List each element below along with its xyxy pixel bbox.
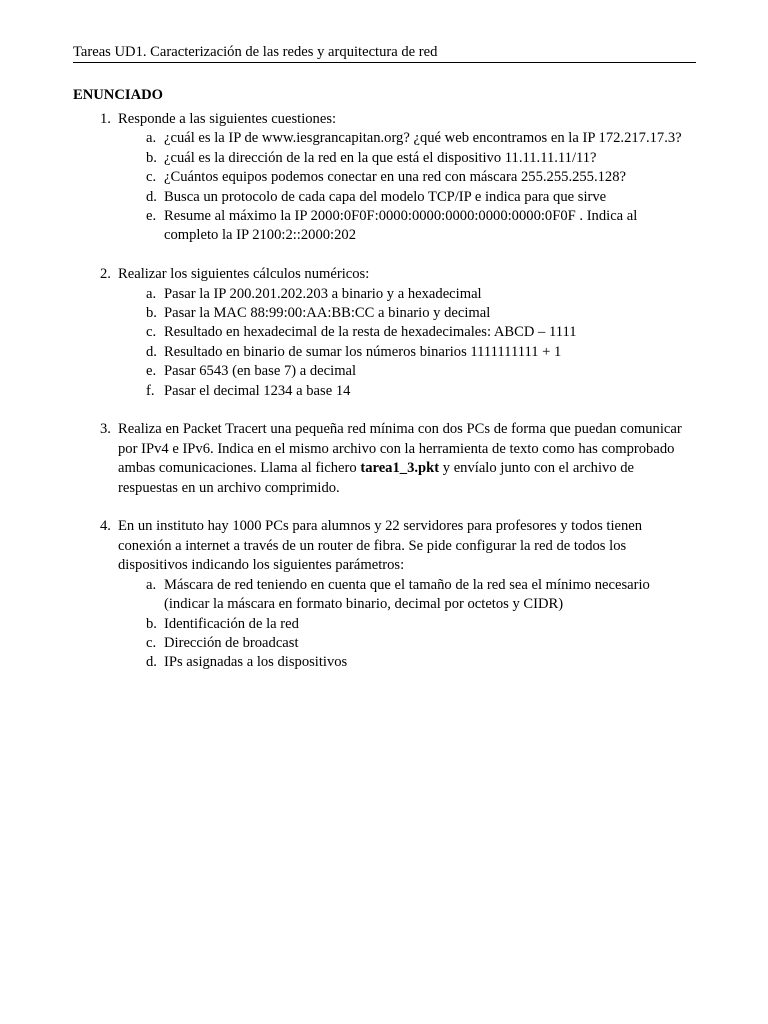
sub-question — [0, 343, 768, 362]
sub-question-list — [0, 285, 768, 401]
sub-question — [0, 323, 768, 342]
sub-question-text: Dirección de broadcast — [164, 634, 299, 651]
sub-question-text: Resultado en hexadecimal de la resta de hexadecimales: ABCD – 1111 — [164, 324, 577, 341]
sub-question-list — [0, 129, 768, 245]
sub-question — [0, 285, 768, 304]
sub-question-letter: f. — [146, 382, 155, 399]
sub-question-letter: e. — [146, 208, 157, 225]
sub-question-text: Resultado en binario de sumar los números binarios 1111111111 + 1 — [164, 343, 562, 360]
sub-question-text: Pasar 6543 (en base 7) a decimal — [164, 363, 357, 380]
sub-question-letter: c. — [146, 634, 157, 651]
question-3 — [0, 420, 768, 498]
question-number: 2. — [100, 266, 111, 283]
question-number: 4. — [100, 518, 111, 535]
sub-question — [0, 615, 768, 634]
sub-question-letter: d. — [146, 343, 157, 360]
sub-question-text: Identificación de la red — [164, 615, 299, 632]
sub-question-text: Pasar el decimal 1234 a base 14 — [164, 382, 351, 399]
section-title: ENUNCIADO — [73, 87, 163, 103]
sub-question — [0, 576, 768, 615]
sub-question-letter: b. — [146, 149, 157, 166]
sub-question-letter: d. — [146, 188, 157, 205]
sub-question-text: Busca un protocolo de cada capa del modelo TCP/IP e indica para que sirve — [164, 188, 607, 205]
question-1 — [0, 110, 768, 246]
sub-question-letter: a. — [146, 285, 157, 302]
sub-question-letter: c. — [146, 324, 157, 341]
sub-question-text: Pasar la MAC 88:99:00:AA:BB:CC a binario y decimal — [164, 305, 491, 322]
sub-question-letter: b. — [146, 615, 157, 632]
question-list — [0, 110, 768, 692]
question-text: Realizar los siguientes cálculos numéricos: — [118, 266, 370, 283]
sub-question — [0, 362, 768, 381]
sub-question — [0, 304, 768, 323]
sub-question-list — [0, 576, 768, 673]
sub-question — [0, 207, 768, 246]
sub-question — [0, 149, 768, 168]
sub-question-text: ¿cuál es la IP de www.iesgrancapitan.org? ¿qué web encontramos en la IP 172.217.17.3? — [164, 130, 682, 147]
question-text: Responde a las siguientes cuestiones: — [118, 111, 337, 127]
sub-question-text: Máscara de red teniendo en cuenta que el tamaño de la red sea el mínimo necesario (indicar la máscara en formato binario, decimal por octetos y CIDR) — [164, 576, 650, 613]
sub-question-letter: d. — [146, 654, 157, 671]
sub-question — [0, 634, 768, 653]
question-number: 3. — [100, 421, 111, 438]
sub-question-letter: a. — [146, 576, 157, 593]
sub-question-text: IPs asignadas a los dispositivos — [164, 654, 348, 671]
sub-question — [0, 188, 768, 207]
sub-question-letter: b. — [146, 305, 157, 322]
question-text-part: Realiza en Packet Tracert una pequeña red mínima con dos PCs de forma que puedan comunicar por IPv4 e IPv6. Indica en el mismo archivo con la herramienta de texto como has comprobado ambas comunicaciones. Llama al fichero — [118, 421, 682, 477]
question-4 — [0, 517, 768, 672]
question-2 — [0, 265, 768, 401]
sub-question-letter: a. — [146, 130, 157, 147]
sub-question-text: ¿Cuántos equipos podemos conectar en una red con máscara 255.255.255.128? — [164, 169, 626, 186]
sub-question — [0, 653, 768, 672]
sub-question — [0, 168, 768, 187]
question-text — [118, 420, 690, 498]
sub-question-letter: c. — [146, 169, 157, 186]
sub-question — [0, 129, 768, 148]
sub-question-text: Pasar la IP 200.201.202.203 a binario y a hexadecimal — [164, 285, 482, 302]
page-header — [73, 42, 696, 63]
question-number: 1. — [100, 111, 111, 127]
question-text-part: y envíalo junto con el archivo de respuestas en un archivo comprimido. — [118, 460, 635, 496]
question-text: En un instituto hay 1000 PCs para alumnos y 22 servidores para profesores y todos tienen conexión a internet a través de un router de fibra. Se pide configurar la red de todos los dispositivos indicando los siguientes parámetros: — [118, 518, 643, 574]
sub-question-letter: e. — [146, 363, 157, 380]
header-title: Tareas UD1. Caracterización de las redes y arquitectura de red — [73, 44, 438, 60]
sub-question-text: Resume al máximo la IP 2000:0F0F:0000:0000:0000:0000:0000:0F0F . Indica al completo la IP 2100:2::2000:202 — [164, 208, 638, 244]
file-name: tarea1_3.pkt — [360, 460, 440, 477]
sub-question — [0, 382, 768, 401]
sub-question-text: ¿cuál es la dirección de la red en la que está el dispositivo 11.11.11.11/11? — [164, 149, 597, 166]
